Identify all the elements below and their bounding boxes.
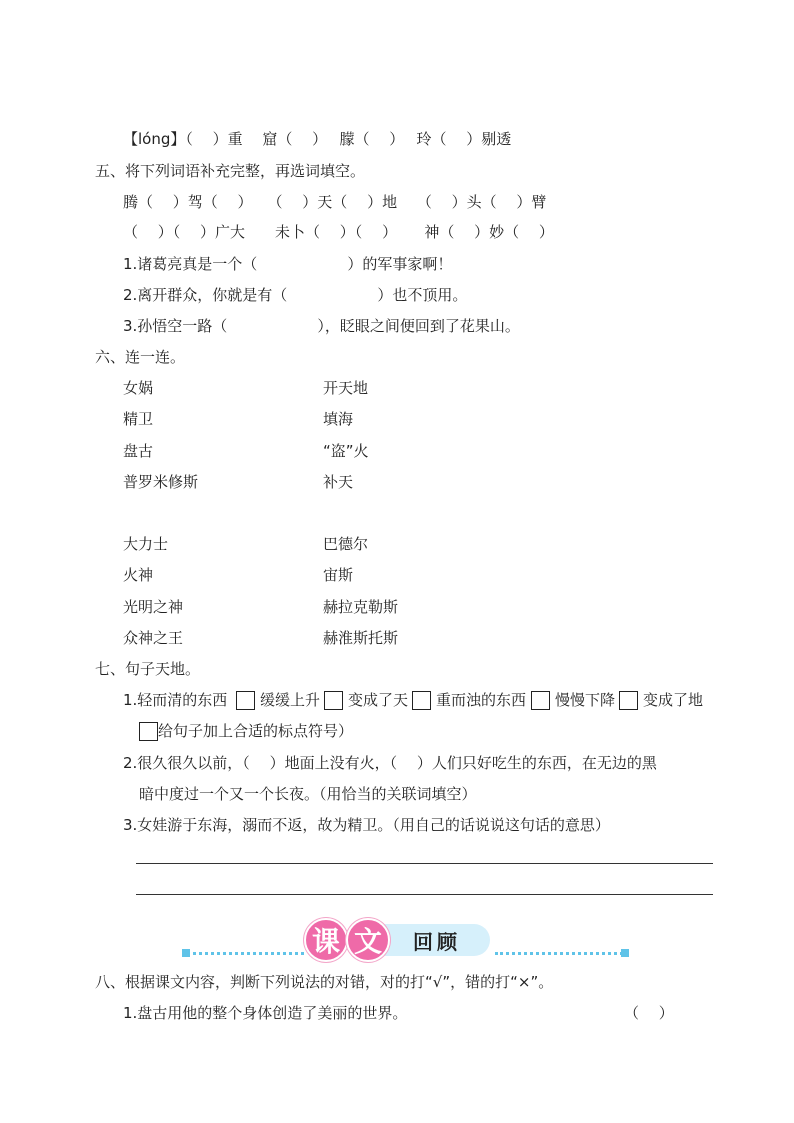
q7-sentence-2-line2: 暗中度过一个又一个长夜。（用恰当的关联词填空） [139, 785, 477, 803]
q7-s1-instruction: 给句子加上合适的标点符号） [158, 722, 354, 740]
match-left-item: 精卫 [123, 410, 154, 428]
match-left-item: 火神 [123, 566, 154, 584]
q7-sentence-3: 3.女娃游于东海，溺而不返，故为精卫。（用自己的话说说这句话的意思） [123, 816, 610, 834]
banner-dotted-line-right [495, 952, 623, 955]
q7-s1-part: 慢慢下降 [555, 691, 616, 709]
q7-s1-part: 变成了天 [348, 691, 409, 709]
punctuation-box[interactable] [324, 691, 343, 710]
match-right-item: 填海 [323, 410, 354, 428]
q8-title: 八、根据课文内容，判断下列说法的对错，对的打“√”，错的打“×”。 [95, 973, 554, 991]
q5-sentence-2: 2.离开群众，你就是有（ ）也不顶用。 [123, 286, 468, 304]
match-left-item: 盘古 [123, 442, 154, 460]
punctuation-box[interactable] [619, 691, 638, 710]
punctuation-box[interactable] [236, 691, 255, 710]
q7-s1-part: 变成了地 [643, 691, 704, 709]
q5-sentence-1: 1.诸葛亮真是一个（ ）的军事家啊！ [123, 255, 453, 273]
banner-char-circle: 文 [346, 918, 390, 962]
q7-sentence-2-line1: 2.很久很久以前，（ ）地面上没有火，（ ）人们只好吃生的东西，在无边的黑 [123, 754, 657, 772]
q7-s1-part: 1.轻而清的东西 [123, 691, 228, 709]
match-left-item: 光明之神 [123, 598, 184, 616]
banner-end-square-right [621, 949, 629, 957]
q5-row2: （ ）（ ）广大 未卜（ ）（ ） 神（ ）妙（ ） [123, 223, 554, 241]
match-left-item: 大力士 [123, 535, 169, 553]
answer-line[interactable] [136, 863, 713, 864]
banner-dotted-line-left [186, 952, 304, 955]
q5-title: 五、将下列词语补充完整，再选词填空。 [95, 162, 366, 180]
q7-title: 七、句子天地。 [95, 660, 201, 678]
match-right-item: “盗”火 [323, 442, 369, 460]
match-right-item: 巴德尔 [323, 535, 369, 553]
match-right-item: 赫拉克勒斯 [323, 598, 399, 616]
match-right-item: 开天地 [323, 379, 369, 397]
q5-row1: 腾（ ）驾（ ） （ ）天（ ）地 （ ）头（ ）臂 [123, 193, 547, 211]
q5-sentence-3: 3.孙悟空一路（ ），眨眼之间便回到了花果山。 [123, 317, 520, 335]
answer-line[interactable] [136, 894, 713, 895]
match-right-item: 赫淮斯托斯 [323, 629, 399, 647]
q8-answer-paren[interactable]: （ ） [624, 1004, 674, 1022]
q7-s1-part: 缓缓上升 [260, 691, 321, 709]
match-right-item: 宙斯 [323, 566, 354, 584]
banner-review-pill: 回顾 [384, 924, 490, 956]
banner-char-circle: 课 [304, 918, 348, 962]
match-right-item: 补天 [323, 473, 354, 491]
banner-end-square-left [182, 949, 190, 957]
match-left-item: 普罗米修斯 [123, 473, 199, 491]
punctuation-box[interactable] [139, 722, 158, 741]
q7-s1-part: 重而浊的东西 [436, 691, 527, 709]
pinyin-long-row: 【lóng】（ ）重 窟（ ） 朦（ ） 玲（ ）剔透 [123, 130, 512, 148]
q8-statement-1: 1.盘古用他的整个身体创造了美丽的世界。 [123, 1004, 408, 1022]
punctuation-box[interactable] [531, 691, 550, 710]
match-left-item: 女娲 [123, 379, 154, 397]
match-left-item: 众神之王 [123, 629, 184, 647]
punctuation-box[interactable] [412, 691, 431, 710]
q6-title: 六、连一连。 [95, 348, 186, 366]
